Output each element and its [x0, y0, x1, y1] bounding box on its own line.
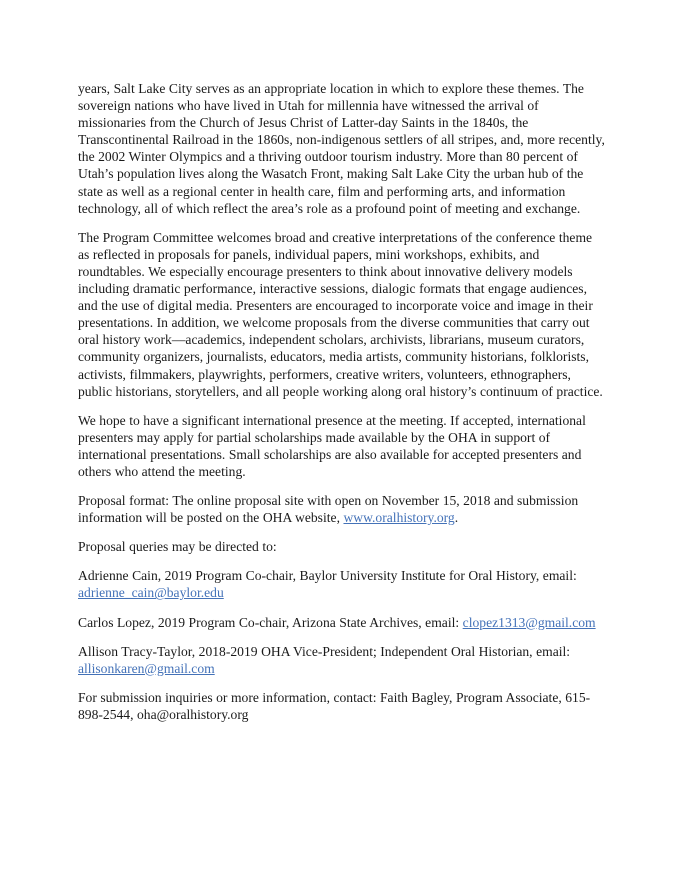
oralhistory-website-link[interactable]: www.oralhistory.org [343, 510, 455, 526]
contact-adrienne-cain-text: Adrienne Cain, 2019 Program Co-chair, Baylor University Institute for Oral History, email: [78, 568, 577, 584]
allison-tracy-taylor-email-link[interactable]: allisonkaren@gmail.com [78, 660, 215, 676]
paragraph-proposal-queries: Proposal queries may be directed to: [78, 539, 277, 555]
contact-faith-bagley: For submission inquiries or more information, contact: Faith Bagley, Program Associate, 615-898-2544, oha@oralhistory.org [78, 689, 591, 722]
proposal-format-text: Proposal format: The online proposal site with open on November 15, 2018 and submission information will be posted on the OHA website, [78, 493, 579, 526]
adrienne-cain-email-link[interactable]: adrienne_cain@baylor.edu [78, 585, 224, 601]
proposal-format-period: . [454, 510, 459, 526]
contact-carlos-lopez-text: Carlos Lopez, 2019 Program Co-chair, Arizona State Archives, email: [78, 614, 463, 630]
contact-allison-tracy-taylor [78, 643, 606, 677]
paragraph-international-presence: We hope to have a significant international presence at the meeting. If accepted, international presenters may apply for partial scholarships made available by the OHA in support of international presentations. Small scholarships are also available for accepted presenters and others who attend the meeting. [78, 412, 586, 479]
paragraph-program-committee: The Program Committee welcomes broad and creative interpretations of the conference theme as reflected in proposals for panels, individual papers, mini workshops, exhibits, and roundtables. We especially encourage presenters to think about innovative delivery models including dramatic performance, interactive sessions, dialogic formats that engage audiences, and the use of digital media. Presenters are encouraged to incorporate voice and image in their presentations. In addition, we welcome proposals from the diverse communities that carry out oral history work—academics, independent scholars, archivists, librarians, museum curators, community organizers, journalists, educators, media artists, community historians, folklorists, activists, filmmakers, playwrights, performers, creative writers, volunteers, ethnographers, public historians, storytellers, and all people working along oral history’s continuum of practice. [78, 229, 603, 399]
paragraph-salt-lake-city-themes: years, Salt Lake City serves as an appropriate location in which to explore these themes. The sovereign nations who have lived in Utah for millennia have witnessed the arrival of missionaries from the Church of Jesus Christ of Latter-day Saints in the 1840s, the Transcontinental Railroad in the 1860s, non-indigenous settlers of all stripes, and, more recently, the 2002 Winter Olympics and a thriving outdoor tourism industry. More than 80 percent of Utah’s population lives along the Wasatch Front, making Salt Lake City the urban hub of the state as well as a regional center in health care, film and performing arts, and information technology, all of which reflect the area’s role as a profound point of meeting and exchange. [78, 81, 605, 216]
document-body [78, 80, 606, 723]
paragraph-proposal-format [78, 492, 606, 526]
contact-adrienne-cain [78, 567, 606, 601]
contact-allison-tracy-taylor-text: Allison Tracy-Taylor, 2018-2019 OHA Vice-President; Independent Oral Historian, email: [78, 643, 571, 659]
carlos-lopez-email-link[interactable]: clopez1313@gmail.com [462, 614, 596, 630]
contact-carlos-lopez [78, 614, 606, 631]
